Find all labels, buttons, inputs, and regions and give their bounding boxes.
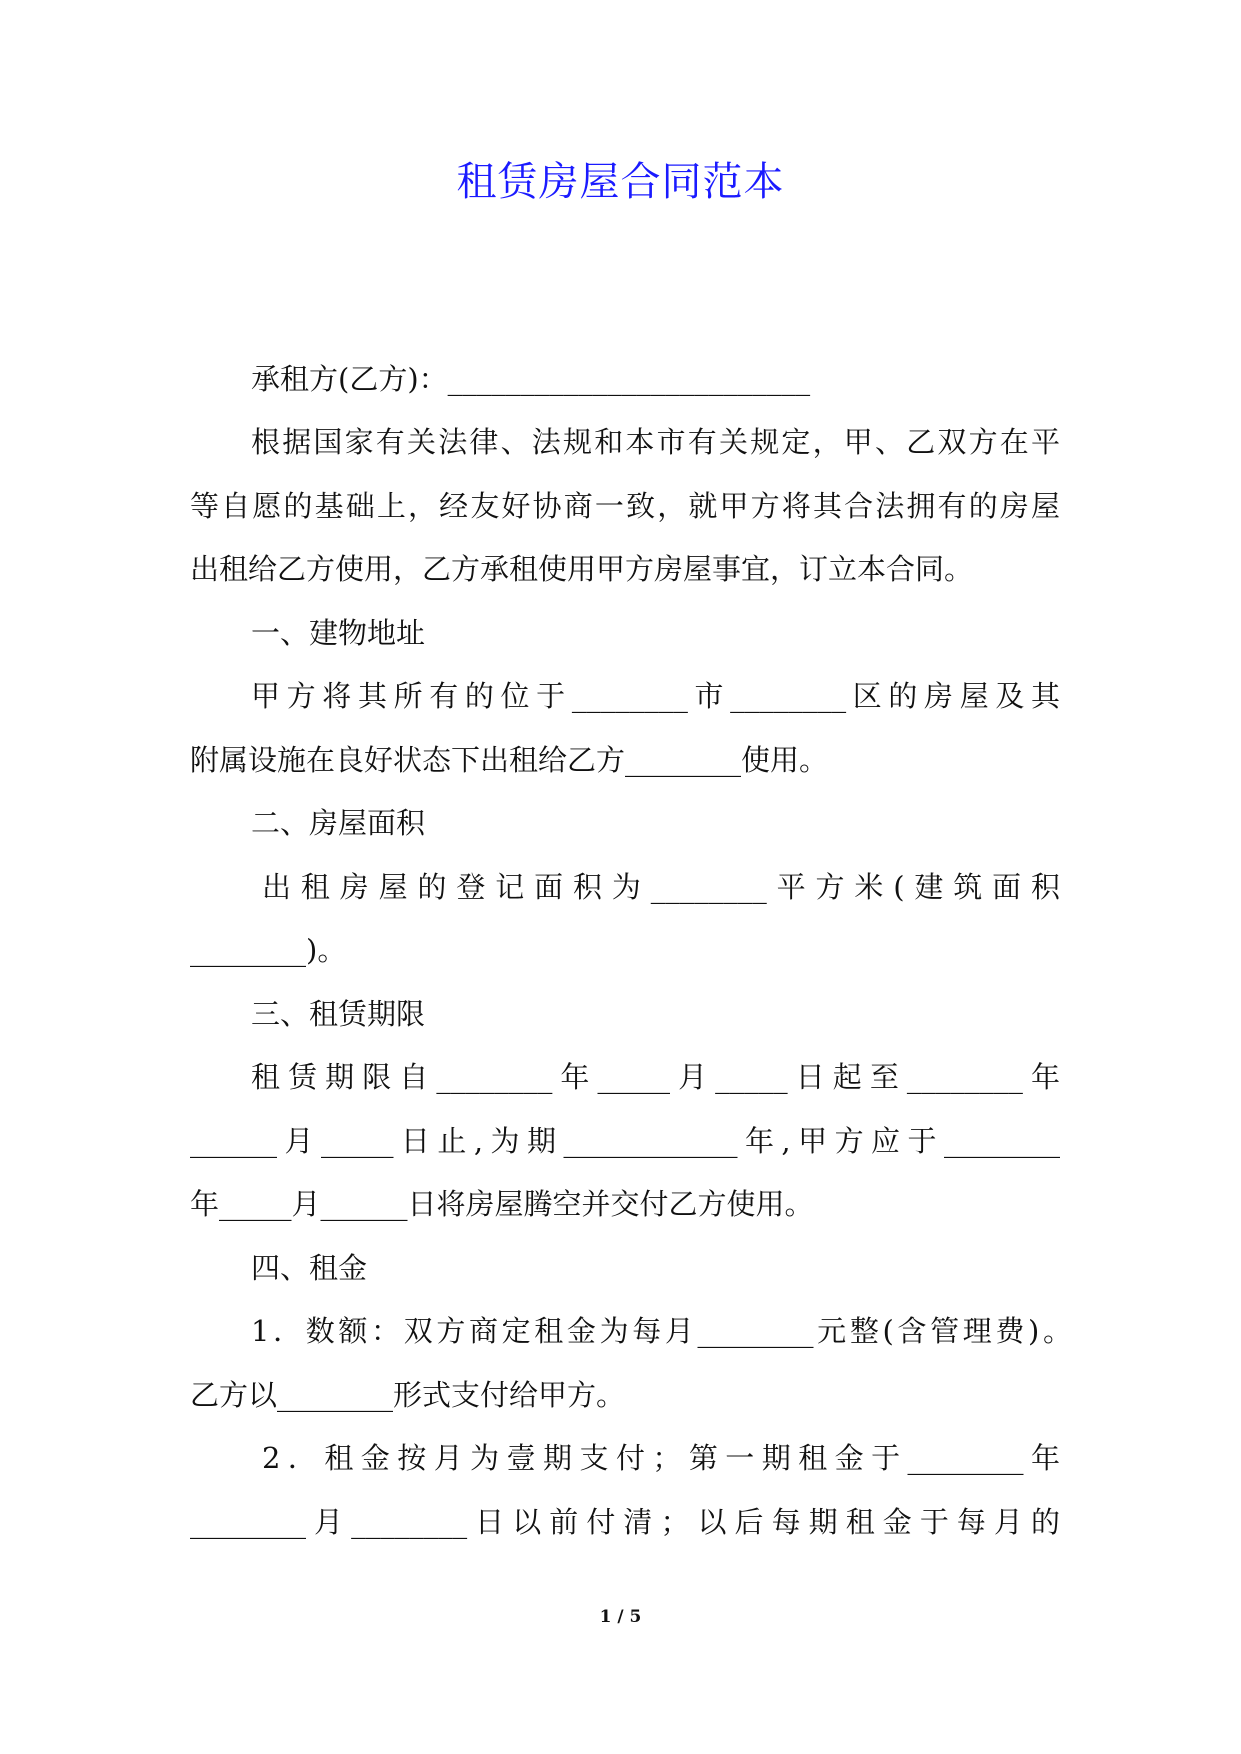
- text-line-lessee: 承租方(乙方)：_________________________: [251, 362, 811, 396]
- text-line: 甲方将其所有的位于________市________区的房屋及其: [251, 679, 1060, 713]
- text-line: ________月________日以前付清；以后每期租金于每月的: [190, 1505, 1060, 1539]
- document-title: 租赁房屋合同范本: [456, 159, 785, 205]
- text-line: 出租房屋的登记面积为________平方米(建筑面积: [262, 870, 1060, 904]
- text-line: 附属设施在良好状态下出租给乙方________使用。: [190, 743, 829, 777]
- page-number: 1 / 5: [599, 1607, 642, 1627]
- section-heading: 三、租赁期限: [251, 997, 426, 1031]
- section-heading: 四、租金: [251, 1251, 368, 1285]
- text-line: 乙方以________形式支付给甲方。: [190, 1378, 626, 1412]
- text-line: 年_____月______日将房屋腾空并交付乙方使用。: [190, 1187, 814, 1221]
- text-line: ________)。: [190, 933, 347, 967]
- text-line: 1．数额：双方商定租金为每月________元整(含管理费)。: [251, 1314, 1072, 1348]
- text-line: 出租给乙方使用，乙方承租使用甲方房屋事宜，订立本合同。: [190, 552, 974, 586]
- section-heading: 一、建物地址: [251, 616, 426, 650]
- text-line: 租赁期限自________年_____月_____日起至________年: [251, 1060, 1060, 1094]
- section-heading: 二、房屋面积: [251, 806, 426, 840]
- text-line: 根据国家有关法律、法规和本市有关规定，甲、乙双方在平: [251, 425, 1060, 459]
- text-line: 等自愿的基础上，经友好协商一致，就甲方将其合法拥有的房屋: [190, 489, 1060, 523]
- text-line: 2．租金按月为壹期支付；第一期租金于________年: [262, 1441, 1060, 1475]
- text-line: ______月_____日止,为期____________年,甲方应于________: [190, 1124, 1060, 1158]
